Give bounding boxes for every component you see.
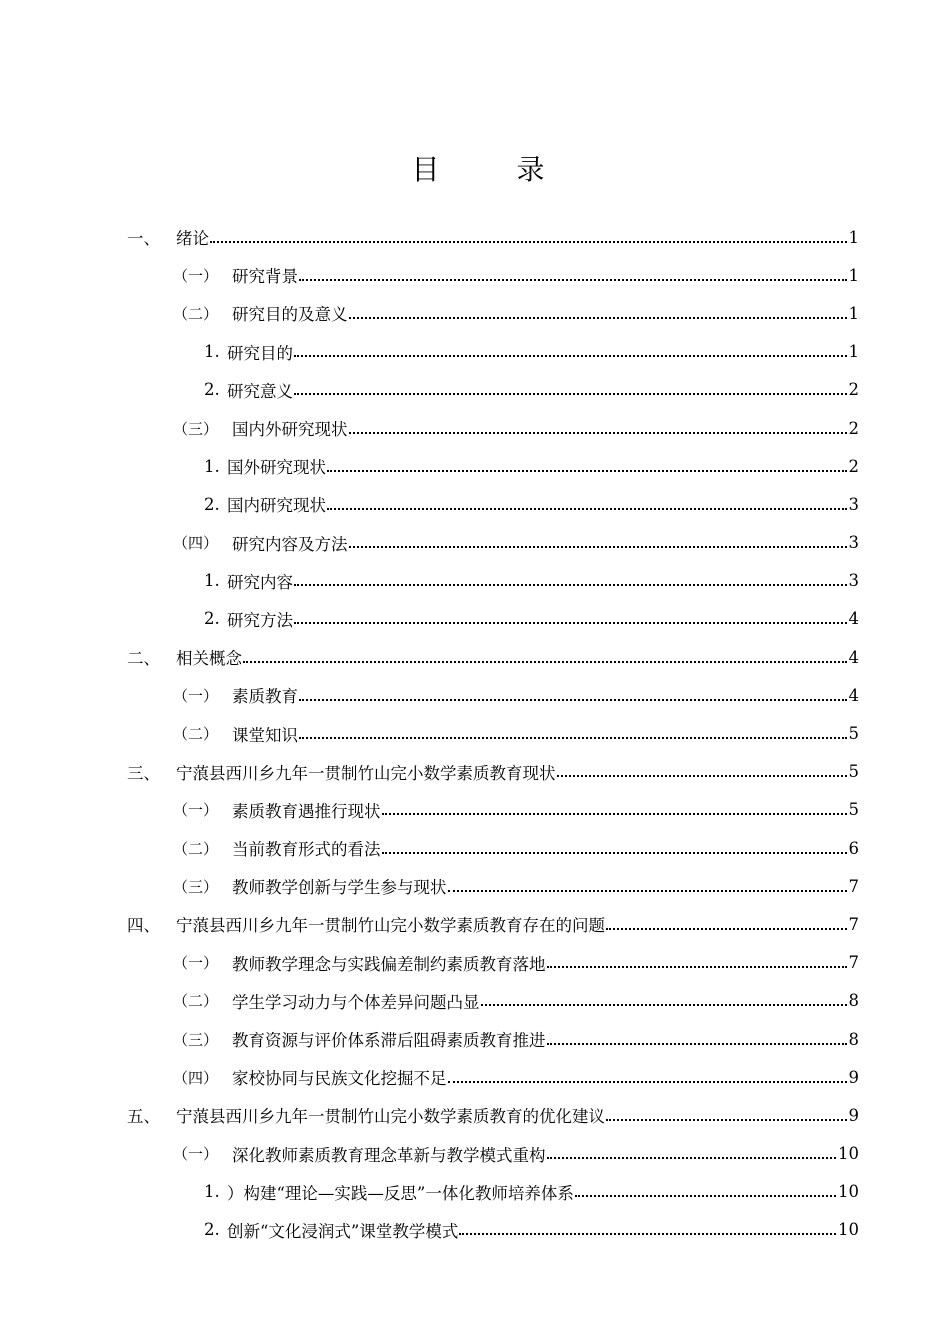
toc-entry-number: 1.: [204, 342, 220, 362]
toc-entry-title: 研究内容及方法: [232, 534, 348, 554]
toc-entry-number: 三、: [127, 763, 160, 783]
table-of-contents: [0, 218, 950, 1249]
toc-dot-leader: [349, 431, 847, 434]
toc-dot-leader: [243, 660, 847, 663]
toc-entry-number: （四）: [173, 1068, 219, 1087]
toc-entry-page-number: 1: [848, 265, 859, 285]
toc-entry-page-number: 5: [848, 800, 859, 820]
toc-entry[interactable]: [0, 294, 950, 332]
toc-entry-title: 深化教师素质教育理念革新与教学模式重构: [232, 1145, 546, 1165]
toc-entry[interactable]: [0, 905, 950, 943]
toc-entry-title: 家校协同与民族文化挖掘不足: [232, 1069, 447, 1089]
toc-entry-page-number: 7: [848, 914, 859, 934]
toc-entry-page-number: 5: [848, 762, 859, 782]
toc-dot-leader: [327, 469, 847, 472]
toc-entry-page-number: 8: [848, 1029, 859, 1049]
toc-entry[interactable]: [0, 1020, 950, 1058]
toc-entry-title: 宁蒗县西川乡九年一贯制竹山完小数学素质教育现状: [176, 763, 556, 783]
toc-entry-number: 1.: [204, 571, 220, 591]
toc-entry[interactable]: [0, 600, 950, 638]
toc-dot-leader: [327, 507, 847, 510]
toc-entry-number: 四、: [127, 916, 160, 936]
toc-entry-number: 一、: [127, 229, 160, 249]
toc-entry-page-number: 10: [838, 1144, 859, 1164]
toc-entry[interactable]: [0, 676, 950, 714]
toc-entry-title: 课堂知识: [232, 725, 298, 745]
toc-entry-page-number: 4: [848, 685, 859, 705]
toc-dot-leader: [299, 736, 847, 739]
toc-entry-title: 宁蒗县西川乡九年一贯制竹山完小数学素质教育存在的问题: [176, 916, 605, 936]
toc-entry-number: 五、: [127, 1107, 160, 1127]
toc-entry[interactable]: [0, 867, 950, 905]
toc-dot-leader: [294, 354, 847, 357]
toc-entry[interactable]: [0, 1096, 950, 1134]
toc-entry[interactable]: [0, 638, 950, 676]
toc-dot-leader: [294, 583, 847, 586]
toc-entry-title: 研究目的及意义: [232, 305, 348, 325]
toc-entry-number: （三）: [173, 1030, 219, 1049]
toc-entry-title: 教师教学创新与学生参与现状: [232, 878, 447, 898]
toc-entry[interactable]: [0, 333, 950, 371]
toc-entry-title: ）构建“理论—实践—反思”一体化教师培养体系: [227, 1183, 574, 1203]
toc-entry[interactable]: [0, 829, 950, 867]
toc-entry[interactable]: [0, 1135, 950, 1173]
toc-dot-leader: [575, 1194, 836, 1197]
toc-entry-number: （三）: [173, 419, 219, 438]
toc-entry-page-number: 6: [848, 838, 859, 858]
toc-entry-page-number: 2: [848, 380, 859, 400]
toc-entry-page-number: 1: [848, 303, 859, 323]
toc-entry-number: 1.: [204, 1182, 220, 1202]
toc-entry-title: 素质教育遇推行现状: [232, 801, 381, 821]
toc-dot-leader: [294, 621, 847, 624]
toc-dot-leader: [448, 889, 847, 892]
toc-entry-title: 研究方法: [227, 610, 293, 630]
toc-entry-number: （一）: [173, 686, 219, 705]
toc-entry[interactable]: [0, 1173, 950, 1211]
toc-entry-number: （一）: [173, 266, 219, 285]
toc-dot-leader: [606, 1118, 847, 1121]
toc-entry[interactable]: [0, 791, 950, 829]
toc-entry-title: 研究目的: [227, 343, 293, 363]
toc-entry-title: 创新“文化浸润式”课堂教学模式: [227, 1221, 459, 1241]
toc-entry-number: （三）: [173, 877, 219, 896]
toc-dot-leader: [481, 1003, 847, 1006]
toc-dot-leader: [382, 851, 847, 854]
toc-entry-title: 相关概念: [176, 649, 242, 669]
toc-entry-title: 研究内容: [227, 572, 293, 592]
toc-entry[interactable]: [0, 1211, 950, 1249]
toc-dot-leader: [459, 1232, 836, 1235]
toc-entry-number: （二）: [173, 839, 219, 858]
toc-entry[interactable]: [0, 753, 950, 791]
toc-dot-leader: [349, 316, 847, 319]
toc-entry-page-number: 10: [838, 1220, 859, 1240]
toc-entry-title: 素质教育: [232, 687, 298, 707]
toc-dot-leader: [210, 240, 847, 243]
toc-entry-page-number: 2: [848, 456, 859, 476]
toc-entry-title: 教育资源与评价体系滞后阻碍素质教育推进: [232, 1031, 546, 1051]
toc-dot-leader: [606, 927, 847, 930]
toc-entry[interactable]: [0, 714, 950, 752]
toc-entry-number: 2.: [204, 380, 220, 400]
toc-entry[interactable]: [0, 256, 950, 294]
toc-entry-title: 宁蒗县西川乡九年一贯制竹山完小数学素质教育的优化建议: [176, 1107, 605, 1127]
toc-entry-title: 国外研究现状: [227, 458, 326, 478]
toc-entry-page-number: 9: [848, 1067, 859, 1087]
toc-entry-page-number: 2: [848, 418, 859, 438]
toc-dot-leader: [448, 1080, 847, 1083]
toc-entry-page-number: 3: [848, 533, 859, 553]
toc-entry-number: （一）: [173, 954, 219, 973]
toc-entry-page-number: 7: [848, 876, 859, 896]
toc-entry-page-number: 4: [848, 609, 859, 629]
toc-entry-page-number: 3: [848, 571, 859, 591]
toc-dot-leader: [349, 545, 847, 548]
toc-dot-leader: [547, 1042, 847, 1045]
toc-title: 目 录: [411, 153, 579, 186]
toc-dot-leader: [382, 812, 847, 815]
toc-entry-title: 研究意义: [227, 381, 293, 401]
toc-entry-page-number: 4: [848, 647, 859, 667]
toc-entry-number: （一）: [173, 801, 219, 820]
toc-entry-number: （一）: [173, 1145, 219, 1164]
toc-entry-title: 研究背景: [232, 267, 298, 287]
toc-entry-number: （二）: [173, 725, 219, 744]
toc-entry[interactable]: [0, 447, 950, 485]
toc-entry-page-number: 5: [848, 724, 859, 744]
toc-entry[interactable]: [0, 524, 950, 562]
toc-entry-page-number: 1: [848, 227, 859, 247]
toc-entry-page-number: 1: [848, 342, 859, 362]
toc-entry[interactable]: [0, 218, 950, 256]
toc-entry-page-number: 8: [848, 991, 859, 1011]
toc-dot-leader: [299, 278, 847, 281]
toc-entry-title: 学生学习动力与个体差异问题凸显: [232, 992, 480, 1012]
toc-entry-title: 国内外研究现状: [232, 420, 348, 440]
toc-entry-page-number: 7: [848, 953, 859, 973]
toc-entry[interactable]: [0, 371, 950, 409]
toc-entry[interactable]: [0, 485, 950, 523]
toc-entry-number: （二）: [173, 992, 219, 1011]
toc-entry-page-number: 10: [838, 1182, 859, 1202]
toc-entry-number: （四）: [173, 534, 219, 553]
toc-entry-title: 当前教育形式的看法: [232, 840, 381, 860]
toc-entry-number: 2.: [204, 494, 220, 514]
toc-dot-leader: [547, 965, 847, 968]
toc-entry-number: （二）: [173, 304, 219, 323]
toc-dot-leader: [547, 1156, 837, 1159]
toc-entry[interactable]: [0, 1058, 950, 1096]
toc-entry[interactable]: [0, 562, 950, 600]
toc-entry-number: 2.: [204, 1220, 220, 1240]
toc-entry[interactable]: [0, 982, 950, 1020]
toc-entry-number: 二、: [127, 649, 160, 669]
toc-entry-number: 1.: [204, 456, 220, 476]
toc-entry-number: 2.: [204, 609, 220, 629]
toc-dot-leader: [294, 392, 847, 395]
toc-entry-page-number: 9: [848, 1105, 859, 1125]
toc-dot-leader: [557, 774, 847, 777]
toc-entry-title: 教师教学理念与实践偏差制约素质教育落地: [232, 954, 546, 974]
toc-dot-leader: [299, 698, 847, 701]
toc-entry[interactable]: [0, 409, 950, 447]
toc-entry-title: 绪论: [176, 229, 209, 249]
toc-entry-page-number: 3: [848, 494, 859, 514]
toc-entry-title: 国内研究现状: [227, 496, 326, 516]
toc-entry[interactable]: [0, 944, 950, 982]
